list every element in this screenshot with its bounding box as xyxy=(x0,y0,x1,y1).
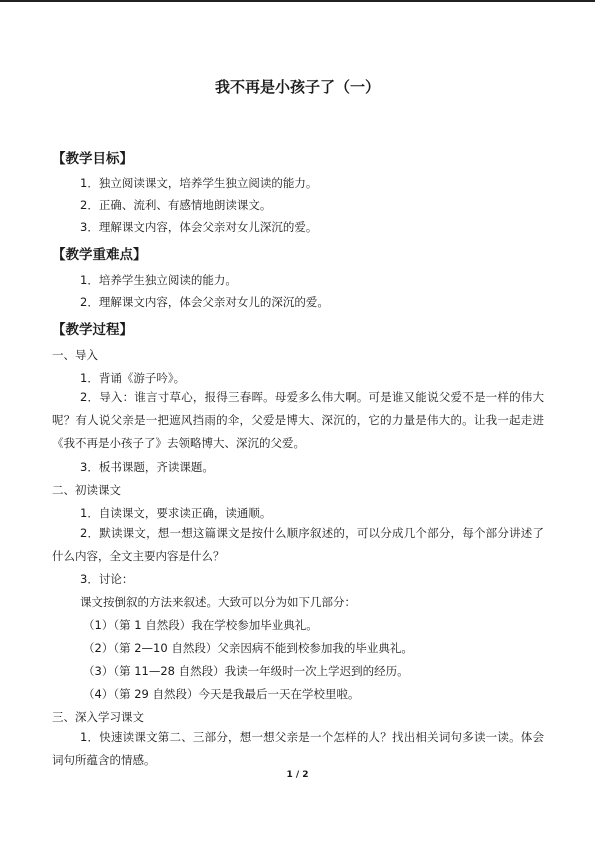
process-item: 1．自读课文，要求读正确，读通顺。 xyxy=(80,506,272,520)
page-title: 我不再是小孩子了（一） xyxy=(214,78,380,96)
section-heading-key-points: 【教学重难点】 xyxy=(52,247,147,263)
key-point-item: 1．培养学生独立阅读的能力。 xyxy=(80,273,237,287)
process-paragraph: 2．导入：谁言寸草心，报得三春晖。母爱多么伟大啊。可是谁又能说父爱不是一样的伟大呢？有人说父亲是一把遮风挡雨的伞，父爱是博大、深沉的，它的力量是伟大的。让我一起走进《我不再是小孩子了》去领略博大、深沉的父爱。 xyxy=(52,390,544,450)
process-item: 1．背诵《游子吟》。 xyxy=(80,371,186,385)
section-heading-process: 【教学过程】 xyxy=(52,322,133,338)
process-part-title: 三、深入学习课文 xyxy=(52,710,144,724)
key-point-item: 2．理解课文内容，体会父亲对女儿的深沉的爱。 xyxy=(80,295,329,309)
outline-item: （1）（第 1 自然段）我在学校参加毕业典礼。 xyxy=(83,618,318,632)
section-heading-goals: 【教学目标】 xyxy=(52,151,133,167)
process-part-title: 一、导入 xyxy=(52,348,98,362)
goal-item: 1．独立阅读课文，培养学生独立阅读的能力。 xyxy=(80,176,318,190)
process-part-title: 二、初读课文 xyxy=(52,483,121,497)
process-item: 3．板书课题，齐读课题。 xyxy=(80,460,214,474)
outline-item: （4）（第 29 自然段）今天是我最后一天在学校里啦。 xyxy=(83,687,360,701)
outline-item: （2）（第 2—10 自然段）父亲因病不能到校参加我的毕业典礼。 xyxy=(83,641,413,655)
goal-item: 2．正确、流利、有感情地朗读课文。 xyxy=(80,198,272,212)
process-paragraph: 1．快速读课文第二、三部分，想一想父亲是一个怎样的人？找出相关词句多读一读。体会词句所蕴含的情感。 xyxy=(52,730,544,767)
discussion-text: 课文按倒叙的方法来叙述。大致可以分为如下几部分： xyxy=(80,595,356,609)
goal-item: 3．理解课文内容，体会父亲对女儿深沉的爱。 xyxy=(80,220,318,234)
page-number: 1 / 2 xyxy=(286,770,309,780)
process-paragraph: 2．默读课文，想一想这篇课文是按什么顺序叙述的，可以分成几个部分，每个部分讲述了什么内容，全文主要内容是什么？ xyxy=(52,526,544,563)
top-rule xyxy=(0,0,595,2)
process-item: 3．讨论： xyxy=(80,572,134,586)
outline-item: （3）（第 11—28 自然段）我读一年级时一次上学迟到的经历。 xyxy=(83,664,409,678)
